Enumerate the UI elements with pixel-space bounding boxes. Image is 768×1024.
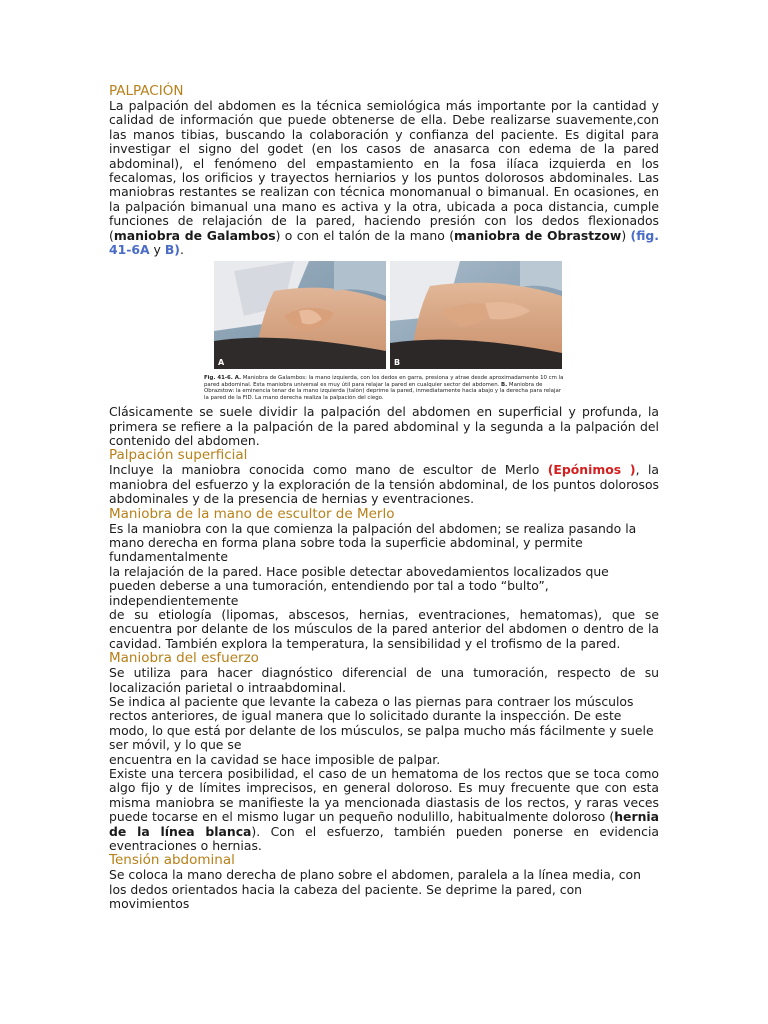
esfuerzo-paragraph-3: encuentra en la cavidad se hace imposible de palpar. <box>109 751 441 767</box>
esfuerzo-text: Existe una tercera posibilidad, el caso de un hematoma de los rectos que se toca como algo fijo y de límites imprecisos, en general doloroso. Es muy frecuente que con esta misma maniobra se manifieste la ya mencionada diastasis de los rectos, y raras veces puede tocarse en el mismo lugar un pequeño nodulillo, habitualmente doloroso ( <box>109 766 659 825</box>
caption-lead: Fig. 41-6. A. <box>204 375 242 382</box>
galambos-term: maniobra de Galambos <box>113 227 276 243</box>
photo-label-a: A <box>218 358 225 368</box>
caption-text: Maniobra de Galambos: la mano izquierda, con los dedos en garra, presiona y atrae desde aproximadamente 10 cm la pared abdominal. Esta maniobra universal es muy útil para relajar la pared en cualquier sector del abdomen. <box>204 375 564 388</box>
tension-paragraph: Se coloca la mano derecha de plano sobre el abdomen, paralela a la línea media, con los dedos orientados hacia la cabeza del paciente. Se deprime la pared, con movimientos <box>109 867 641 912</box>
eponimos-link[interactable]: (Epónimos ) <box>547 462 636 478</box>
caption-text: Maniobra de Obrazstow: la eminencia tenar de la mano izquierda (talón) deprime la pared, inmediatamente hacia abajo y la derecha para relajar la pared de la FID. La mano derecha realiza la palpación del ciego. <box>204 381 562 401</box>
esfuerzo-paragraph-4 <box>109 767 659 853</box>
caption-b-lead: B. <box>501 381 508 388</box>
intro-paragraph <box>109 99 659 257</box>
intro-text: ) o con el talón de la mano ( <box>275 227 455 243</box>
heading-mano-escultor: Maniobra de la mano de escultor de Merlo <box>109 505 395 522</box>
figure-link-a[interactable]: (fig. 41-6A <box>109 227 659 258</box>
superficial-paragraph <box>109 463 659 506</box>
intro-text: y <box>149 242 165 258</box>
photo-obrastzow-image <box>390 261 562 369</box>
classification-paragraph: Clásicamente se suele dividir la palpación del abdomen en superficial y profunda, la primera se refiere a la palpación de la pared abdominal y la segunda a la palpación del contenido del abdomen. <box>109 404 659 448</box>
photo-galambos <box>214 261 386 369</box>
superficial-text: , la maniobra del esfuerzo y la exploración de la tensión abdominal, de los puntos dolorosos abdominales y de la presencia de hernias y eventraciones. <box>109 462 659 507</box>
heading-palpacion-superficial: Palpación superficial <box>109 447 248 464</box>
photo-label-b: B <box>394 358 401 368</box>
esfuerzo-text: ). Con el esfuerzo, también pueden ponerse en evidencia eventraciones o hernias. <box>109 823 659 854</box>
esfuerzo-paragraph-1: Se utiliza para hacer diagnóstico diferencial de una tumoración, respecto de su localización parietal o intraabdominal. <box>109 665 659 695</box>
esfuerzo-paragraph-2: Se indica al paciente que levante la cabeza o las piernas para contraer los músculos rectos anteriores, de igual manera que lo solicitado durante la inspección. De este modo, lo que está por delante de los músculos, se palpa mucho más fácilmente y suele ser móvil, y lo que se <box>109 694 654 753</box>
heading-maniobra-esfuerzo: Maniobra del esfuerzo <box>109 650 259 667</box>
photo-obrastzow <box>390 261 562 369</box>
superficial-text: Incluye la maniobra conocida como mano de escultor de Merlo <box>109 462 548 478</box>
heading-tension-abdominal: Tensión abdominal <box>109 852 235 869</box>
figure-41-6 <box>214 261 562 369</box>
obrastzow-term: maniobra de Obrastzow <box>454 227 622 243</box>
intro-text: . <box>179 242 184 258</box>
page-title: PALPACIÓN <box>109 83 184 99</box>
figure-caption <box>204 375 564 401</box>
merlo-paragraph-3: de su etiología (lipomas, abscesos, hernias, eventraciones, hematomas), que se encuentra por delante de los músculos de la pared anterior del abdomen o dentro de la cavidad. También explora la temperatura, la sensibilidad y el trofismo de la pared. <box>109 606 659 651</box>
intro-text: La palpación del abdomen es la técnica semiológica más importante por la cantidad y calidad de información que puede obtenerse de ella. Debe realizarse suavemente,con las manos tibias, buscando la colaboración y confianza del paciente. Es digital para investigar el signo del godet (en los casos de anasarca con edema de la pared abdominal), el fenómeno del empastamiento en la fosa ilíaca izquierda en los fecalomas, los orificios y trayectos herniarios y los puntos dolorosos abdominales. Las maniobras restantes se realizan con técnica monomanual o bimanual. En ocasiones, en la palpación bimanual una mano es activa y la otra, ubicada a poca distancia, cumple funciones de relajación de la pared, haciendo presión con los dedos flexionados ( <box>109 98 659 243</box>
merlo-paragraph-1: Es la maniobra con la que comienza la palpación del abdomen; se realiza pasando la mano derecha en forma plana sobre toda la superficie abdominal, y permite fundamentalmente <box>109 520 637 565</box>
hernia-term: hernia de la línea blanca <box>109 809 659 839</box>
merlo-paragraph-2: la relajación de la pared. Hace posible detectar abovedamientos localizados que pueden deberse a una tumoración, entendiendo por tal a todo “bulto”, independientemente <box>109 563 609 608</box>
figure-link-b[interactable]: B) <box>164 242 180 258</box>
intro-text: ) <box>621 227 631 243</box>
photo-galambos-image <box>214 261 386 369</box>
document-page <box>109 84 659 912</box>
